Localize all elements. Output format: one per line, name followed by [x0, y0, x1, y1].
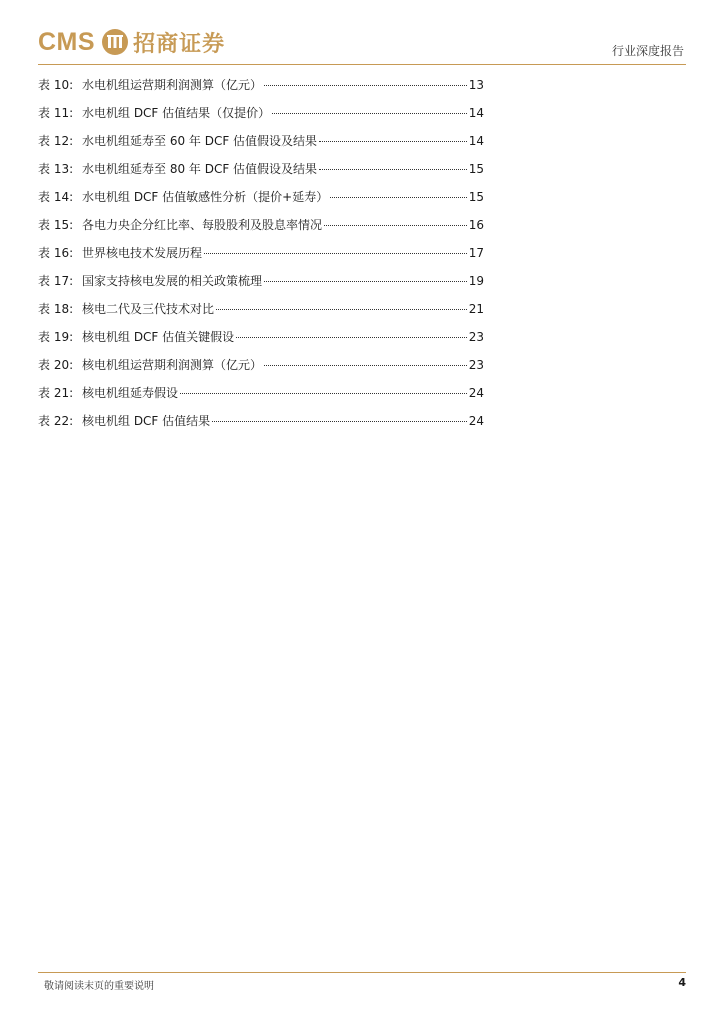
toc-dot-leader	[264, 365, 467, 366]
toc-entry-title[interactable]: 水电机组 DCF 估值结果（仅提价）	[82, 106, 271, 120]
toc-entry[interactable]	[38, 216, 484, 244]
toc-entry[interactable]	[38, 300, 484, 328]
toc-entry[interactable]	[38, 272, 484, 300]
toc-dot-leader	[324, 225, 467, 226]
logo-text-cn: 招商证券	[133, 31, 226, 57]
toc-entry-title[interactable]: 水电机组延寿至 80 年 DCF 估值假设及结果	[82, 162, 318, 176]
toc-entry[interactable]	[38, 356, 484, 384]
toc-entry-page[interactable]: 23	[468, 358, 484, 372]
toc-entry-page[interactable]: 15	[468, 162, 484, 176]
toc-entry-label: 表 12:	[38, 134, 74, 148]
toc-entry-label: 表 22:	[38, 414, 74, 428]
toc-dot-leader	[216, 309, 467, 310]
toc-entry-label: 表 17:	[38, 274, 74, 288]
toc-entry-page[interactable]: 16	[468, 218, 484, 232]
toc-dot-leader	[330, 197, 467, 198]
page-number: 4	[678, 976, 686, 989]
toc-entry[interactable]	[38, 188, 484, 216]
toc-dot-leader	[236, 337, 467, 338]
report-type-tag: 行业深度报告	[611, 44, 684, 58]
toc-dot-leader	[180, 393, 467, 394]
toc-entry[interactable]	[38, 244, 484, 272]
toc-entry-label: 表 20:	[38, 358, 74, 372]
toc-entry-page[interactable]: 19	[468, 274, 484, 288]
table-of-tables	[38, 76, 484, 440]
footer-divider	[38, 972, 686, 973]
toc-entry-title[interactable]: 国家支持核电发展的相关政策梳理	[82, 274, 263, 288]
toc-entry-title[interactable]: 水电机组运营期利润测算（亿元）	[82, 78, 263, 92]
toc-entry-page[interactable]: 13	[468, 78, 484, 92]
toc-entry-page[interactable]: 17	[468, 246, 484, 260]
toc-dot-leader	[212, 421, 467, 422]
page-header	[0, 0, 724, 66]
toc-entry-title[interactable]: 核电机组 DCF 估值结果	[82, 414, 211, 428]
toc-entry-label: 表 19:	[38, 330, 74, 344]
header-divider	[38, 64, 686, 65]
cms-emblem-icon	[101, 28, 129, 56]
toc-entry-title[interactable]: 水电机组 DCF 估值敏感性分析（提价+延寿）	[82, 190, 329, 204]
toc-entry-title[interactable]: 核电机组 DCF 估值关键假设	[82, 330, 235, 344]
toc-entry[interactable]	[38, 384, 484, 412]
toc-entry-title[interactable]: 世界核电技术发展历程	[82, 246, 203, 260]
toc-entry[interactable]	[38, 132, 484, 160]
toc-entry-page[interactable]: 24	[468, 386, 484, 400]
toc-entry-label: 表 10:	[38, 78, 74, 92]
toc-entry-label: 表 13:	[38, 162, 74, 176]
toc-dot-leader	[319, 141, 467, 142]
toc-entry[interactable]	[38, 104, 484, 132]
toc-entry[interactable]	[38, 160, 484, 188]
toc-entry-title[interactable]: 核电二代及三代技术对比	[82, 302, 215, 316]
toc-entry-label: 表 18:	[38, 302, 74, 316]
logo-text-en: CMS	[38, 27, 96, 56]
toc-dot-leader	[204, 253, 467, 254]
toc-entry-page[interactable]: 24	[468, 414, 484, 428]
toc-entry[interactable]	[38, 412, 484, 440]
toc-entry-label: 表 14:	[38, 190, 74, 204]
toc-entry-page[interactable]: 23	[468, 330, 484, 344]
toc-entry-title[interactable]: 各电力央企分红比率、每股股利及股息率情况	[82, 218, 323, 232]
toc-entry-label: 表 11:	[38, 106, 74, 120]
toc-dot-leader	[264, 281, 467, 282]
toc-entry-title[interactable]: 核电机组运营期利润测算（亿元）	[82, 358, 263, 372]
toc-entry-page[interactable]: 15	[468, 190, 484, 204]
toc-entry-page[interactable]: 21	[468, 302, 484, 316]
toc-entry-page[interactable]: 14	[468, 106, 484, 120]
toc-dot-leader	[319, 169, 467, 170]
toc-entry-label: 表 16:	[38, 246, 74, 260]
toc-entry-label: 表 15:	[38, 218, 74, 232]
cms-logo	[38, 24, 225, 60]
toc-entry-title[interactable]: 核电机组延寿假设	[82, 386, 179, 400]
toc-dot-leader	[272, 113, 467, 114]
toc-entry-label: 表 21:	[38, 386, 74, 400]
toc-entry[interactable]	[38, 328, 484, 356]
toc-dot-leader	[264, 85, 467, 86]
toc-entry-title[interactable]: 水电机组延寿至 60 年 DCF 估值假设及结果	[82, 134, 318, 148]
toc-entry[interactable]	[38, 76, 484, 104]
footer-disclaimer: 敬请阅读末页的重要说明	[44, 981, 154, 992]
toc-entry-page[interactable]: 14	[468, 134, 484, 148]
